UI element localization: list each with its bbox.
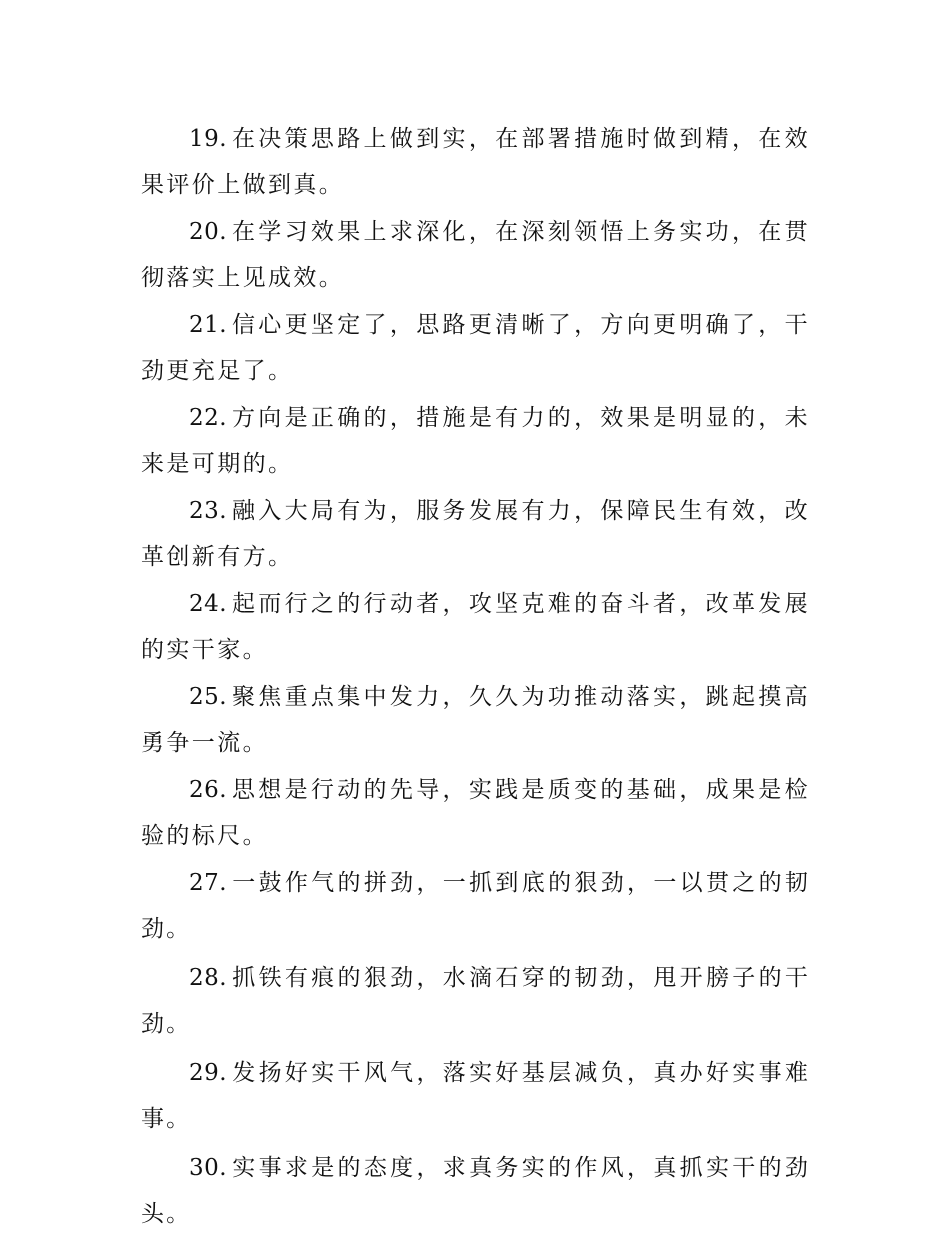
item-text: 信心更坚定了，思路更清晰了，方向更明确了，干劲更充足了。 [141, 312, 810, 384]
item-number: 30. [189, 1155, 228, 1181]
item-number: 26. [189, 777, 228, 803]
list-item-25 [141, 674, 810, 766]
list-item-19 [141, 116, 810, 208]
item-number: 27. [189, 870, 228, 896]
list-item-20 [141, 209, 810, 301]
list-item-30 [141, 1145, 810, 1237]
item-text: 融入大局有为，服务发展有力，保障民生有效，改革创新有方。 [141, 498, 810, 570]
list-item-24 [141, 581, 810, 673]
item-number: 29. [189, 1060, 228, 1086]
item-text: 抓铁有痕的狠劲，水滴石穿的韧劲，甩开膀子的干劲。 [141, 965, 810, 1037]
item-number: 19. [189, 126, 228, 152]
item-text: 一鼓作气的拼劲，一抓到底的狠劲，一以贯之的韧劲。 [141, 870, 810, 942]
list-item-21 [141, 302, 810, 394]
item-number: 22. [189, 405, 228, 431]
item-number: 20. [189, 219, 228, 245]
item-number: 23. [189, 498, 228, 524]
item-text: 思想是行动的先导，实践是质变的基础，成果是检验的标尺。 [141, 777, 810, 849]
item-number: 25. [189, 684, 228, 710]
list-item-26 [141, 767, 810, 859]
item-text: 发扬好实干风气，落实好基层减负，真办好实事难事。 [141, 1060, 810, 1132]
item-text: 在决策思路上做到实，在部署措施时做到精，在效果评价上做到真。 [141, 126, 810, 198]
item-number: 21. [189, 312, 228, 338]
list-item-22 [141, 395, 810, 487]
item-text: 在学习效果上求深化，在深刻领悟上务实功，在贯彻落实上见成效。 [141, 219, 810, 291]
item-number: 28. [189, 965, 228, 991]
list-item-28 [141, 955, 810, 1047]
list-item-29 [141, 1050, 810, 1142]
item-text: 聚焦重点集中发力，久久为功推动落实，跳起摸高勇争一流。 [141, 684, 810, 756]
item-text: 起而行之的行动者，攻坚克难的奋斗者，改革发展的实干家。 [141, 591, 810, 663]
item-text: 方向是正确的，措施是有力的，效果是明显的，未来是可期的。 [141, 405, 810, 477]
list-item-23 [141, 488, 810, 580]
item-text: 实事求是的态度，求真务实的作风，真抓实干的劲头。 [141, 1155, 810, 1227]
list-item-27 [141, 860, 810, 952]
item-number: 24. [189, 591, 228, 617]
